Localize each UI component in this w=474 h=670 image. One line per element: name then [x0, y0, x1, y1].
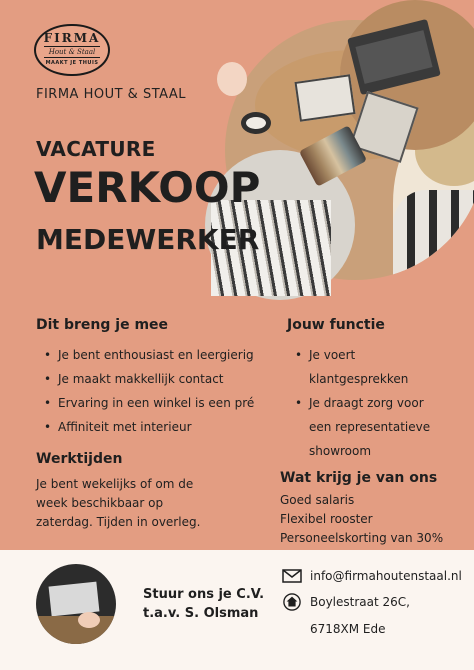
headline-medewerker: MEDEWERKER	[36, 223, 260, 256]
requirements-list	[42, 343, 272, 439]
hours-title: Werktijden	[36, 451, 123, 467]
logo-line-3: MAAKT JE THUIS	[45, 60, 99, 66]
fabric-samples	[294, 74, 355, 121]
role-item: • Je voert klantgesprekken	[293, 343, 443, 391]
apply-cta: Stuur ons je C.V. t.a.v. S. Olsman	[143, 587, 265, 621]
logo-line-2: Hout & Staal	[44, 46, 100, 58]
requirement-item: • Affiniteit met interieur	[42, 415, 272, 439]
headline-verkoop: VERKOOP	[34, 163, 261, 212]
role-title: Jouw functie	[287, 317, 385, 333]
email-row	[282, 568, 462, 584]
hand-illustration	[217, 62, 247, 96]
requirement-item: • Je bent enthousiast en leergierig	[42, 343, 272, 367]
address-row	[282, 593, 410, 611]
address-line-1: Boylestraat 26C,	[310, 595, 410, 609]
requirement-item: • Ervaring in een winkel is een pré	[42, 391, 272, 415]
hours-text: Je bent wekelijks of om de week beschikbaar op zaterdag. Tijden in overleg.	[36, 477, 201, 529]
logo-line-1: FIRMA	[43, 31, 101, 45]
benefits-text: Goed salaris Flexibel rooster Personeelskorting van 30%	[280, 493, 444, 545]
address-row-2	[310, 622, 386, 636]
role-list	[293, 343, 443, 463]
benefits-title: Wat krijg je van ons	[280, 470, 438, 486]
company-logo	[34, 24, 110, 76]
laptop-photo	[36, 564, 116, 644]
requirements-title: Dit breng je mee	[36, 317, 169, 333]
requirement-item: • Je maakt makkellijk contact	[42, 367, 272, 391]
email-link[interactable]: info@firmahoutenstaal.nl	[310, 569, 462, 583]
envelope-icon	[282, 568, 302, 584]
address-line-2: 6718XM Ede	[310, 622, 386, 636]
contact-footer	[0, 550, 474, 670]
hero-photo-collage	[205, 0, 474, 302]
home-icon	[282, 593, 302, 611]
coffee-cup	[241, 112, 271, 134]
brand-name: FIRMA HOUT & STAAL	[36, 87, 187, 102]
role-item: • Je draagt zorg voor een representatieve showroom	[293, 391, 443, 463]
headline-vacature: VACATURE	[36, 137, 156, 161]
